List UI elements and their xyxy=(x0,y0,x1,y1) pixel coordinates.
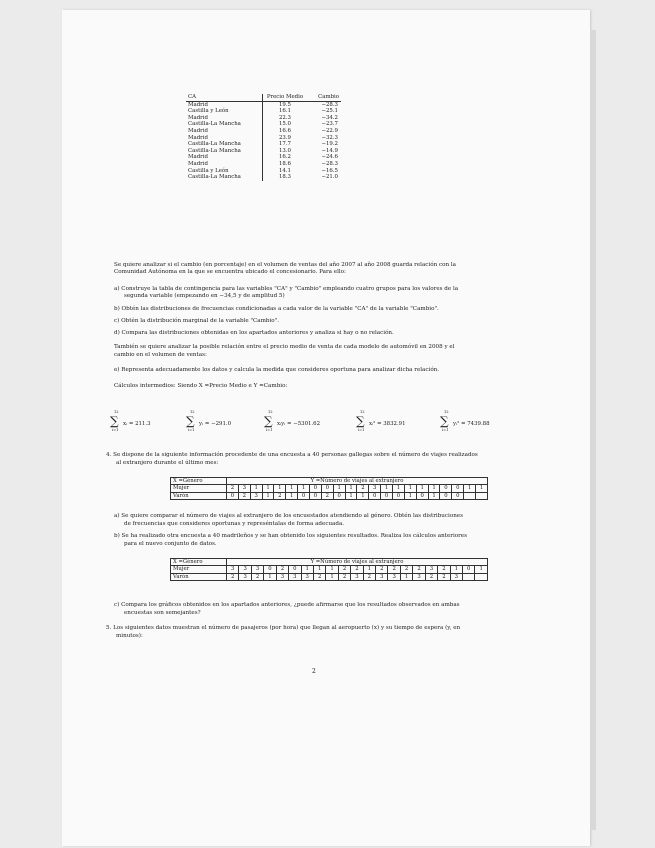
table-cell: 3 xyxy=(276,573,288,580)
cell-cambio: −16.5 xyxy=(321,167,338,174)
item-a-line-2: segunda variable (empezando en −34,5 y de amplitud 5) xyxy=(124,293,285,299)
sum-y2-expression: yᵢ² = 7439.88 xyxy=(453,421,490,427)
item-b: b) Obtén las distribuciones de frecuencias condicionadas a cada valor de la variable "CA" de la variable "Cambio". xyxy=(114,306,439,312)
table-header: Y =Número de viajes al extranjero xyxy=(227,559,488,566)
cell-ca: Madrid xyxy=(188,160,208,167)
sum-upper-limit: 12 xyxy=(360,410,365,414)
table-cell: 0 xyxy=(381,492,393,499)
table-cell: 0 xyxy=(333,492,345,499)
table-row xyxy=(186,128,341,135)
calc-label: Cálculos intermedios: Siendo X =Precio Medio e Y =Cambio: xyxy=(114,383,288,389)
cell-cambio: −32.3 xyxy=(321,134,338,141)
sum-lower-limit: i=1 xyxy=(442,428,449,432)
table-cell: 1 xyxy=(416,485,428,492)
table-cell: 2 xyxy=(438,566,450,573)
table-row xyxy=(171,573,488,580)
table-cell: 2 xyxy=(338,566,350,573)
table-row xyxy=(171,566,488,573)
table-cell: 0 xyxy=(440,485,452,492)
table-cell: 3 xyxy=(227,566,239,573)
table-cell: 0 xyxy=(310,485,322,492)
cell-ca: Madrid xyxy=(188,101,208,108)
row-label-mujer: Mujer xyxy=(171,566,227,573)
cell-ca: Castilla-La Mancha xyxy=(188,147,241,154)
item-e: e) Representa adecuadamente los datos y calcula la medida que consideres oportuna para analizar dicha relación. xyxy=(114,367,440,373)
cell-precio-medio: 16.1 xyxy=(263,108,308,115)
item-a-line-1: a) Construye la tabla de contingencia para las variables "CA" y "Cambio" empleando cuatro grupos para los valores de la xyxy=(114,286,459,292)
table-cell: 3 xyxy=(425,566,437,573)
cell-precio-medio: 22.3 xyxy=(263,115,308,122)
table-cell: 1 xyxy=(274,485,286,492)
table-cell: 2 xyxy=(227,573,239,580)
ca-table-body xyxy=(186,101,341,181)
table-cell: 3 xyxy=(239,566,251,573)
table-cell: 1 xyxy=(428,485,440,492)
sigma-symbol: ∑ xyxy=(264,414,273,428)
table-cell: 2 xyxy=(227,485,239,492)
cell-ca: Madrid xyxy=(188,154,208,161)
sum-upper-limit: 12 xyxy=(114,410,119,414)
table-cell: 0 xyxy=(393,492,405,499)
table-row xyxy=(186,154,341,161)
question-4c-line-2: encuestas son semejantes? xyxy=(124,610,201,616)
sum-lower-limit: i=1 xyxy=(112,428,119,432)
table-cell: 2 xyxy=(425,573,437,580)
cell-ca: Castilla-La Mancha xyxy=(188,174,241,181)
table-cell: 0 xyxy=(452,485,464,492)
table-cell: 1 xyxy=(262,485,274,492)
table-cell: 3 xyxy=(238,485,250,492)
table-cell: 3 xyxy=(351,573,363,580)
table-corner-label: X =Género xyxy=(171,559,227,566)
table-row xyxy=(186,135,341,142)
sum-lower-limit: i=1 xyxy=(358,428,365,432)
table-cell xyxy=(464,492,476,499)
sum-y-expression: yᵢ = −291.0 xyxy=(199,421,232,427)
table-corner-label: X =Género xyxy=(171,478,227,485)
sigma-symbol: ∑ xyxy=(356,414,365,428)
table-cell: 1 xyxy=(264,573,276,580)
table-cell: 1 xyxy=(298,485,310,492)
intro-paragraph xyxy=(114,262,554,277)
question-4a-line-1: a) Se quiere comparar el número de viajes al extranjero de los encuestados atendiendo al género. Obtén las distribuciones xyxy=(114,513,463,519)
cell-precio-medio: 16.2 xyxy=(263,154,308,161)
table-cell: 3 xyxy=(388,573,400,580)
table-cell xyxy=(475,573,488,580)
table-cell: 2 xyxy=(357,485,369,492)
table-cell: 1 xyxy=(464,485,476,492)
table-cell: 1 xyxy=(250,485,262,492)
cell-cambio: −28.3 xyxy=(321,101,338,108)
table-row xyxy=(186,161,341,168)
table-header: Y =Número de viajes al extranjero xyxy=(227,478,488,485)
question-4c-line-1: c) Compara los gráficos obtenidos en los apartados anteriores, ¿puede afirmarse que los resultados observados en ambas xyxy=(114,602,460,608)
cell-precio-medio: 17.7 xyxy=(263,141,308,148)
table-cell: 0 xyxy=(321,485,333,492)
table-cell: 0 xyxy=(440,492,452,499)
table-cell: 0 xyxy=(463,566,475,573)
table-cell: 1 xyxy=(404,485,416,492)
table-row xyxy=(171,492,488,499)
table-cell: 1 xyxy=(326,573,338,580)
cell-cambio: −19.2 xyxy=(321,141,338,148)
cell-ca: Madrid xyxy=(188,114,208,121)
sum-upper-limit: 12 xyxy=(190,410,195,414)
sigma-symbol: ∑ xyxy=(440,414,449,428)
table-cell: 3 xyxy=(251,566,263,573)
intro-line-2: Comunidad Autónoma en la que se encuentra ubicado el concesionario. Para ello: xyxy=(114,269,346,276)
table-cell: 1 xyxy=(326,566,338,573)
table-cell: 1 xyxy=(363,566,375,573)
table-cell: 0 xyxy=(227,492,239,499)
table-cell: 0 xyxy=(369,492,381,499)
cell-cambio: −23.7 xyxy=(321,121,338,128)
table-cell: 2 xyxy=(274,492,286,499)
table-row xyxy=(186,174,341,181)
cell-precio-medio: 18.3 xyxy=(263,174,308,181)
cell-cambio: −24.6 xyxy=(321,154,338,161)
sum-lower-limit: i=1 xyxy=(266,428,273,432)
question-5-line-1: 5. Los siguientes datos muestran el número de pasajeros (por hora) que llegan al aeropuerto (x) y su tiempo de espera (y, en xyxy=(106,625,461,631)
cell-precio-medio: 15.0 xyxy=(263,121,308,128)
table-cell: 1 xyxy=(428,492,440,499)
sum-upper-limit: 12 xyxy=(268,410,273,414)
sum-lower-limit: i=1 xyxy=(188,428,195,432)
table-cell: 1 xyxy=(400,573,412,580)
table-cell: 1 xyxy=(286,492,298,499)
table-cell: 0 xyxy=(298,492,310,499)
question-4-line-1: 4. Se dispone de la siguiente información procedente de una encuesta a 40 personas gallegas sobre el número de viajes realizados xyxy=(106,452,478,458)
table-cell: 1 xyxy=(450,566,462,573)
table-cell: 0 xyxy=(452,492,464,499)
table-cell: 1 xyxy=(301,566,313,573)
cell-cambio: −34.2 xyxy=(321,114,338,121)
table-cell: 1 xyxy=(345,492,357,499)
table-cell: 0 xyxy=(310,492,322,499)
cell-precio-medio: 18.6 xyxy=(263,161,308,168)
table-cell: 3 xyxy=(413,573,425,580)
table-cell: 0 xyxy=(264,566,276,573)
cell-cambio: −21.0 xyxy=(321,174,338,181)
table-row xyxy=(171,485,488,492)
row-label-varon: Varón xyxy=(171,573,227,580)
row-label-mujer: Mujer xyxy=(171,485,227,492)
header-ca: CA xyxy=(186,94,263,101)
header-cambio: Cambio xyxy=(307,94,341,101)
table-cell: 2 xyxy=(351,566,363,573)
table-cell: 1 xyxy=(393,485,405,492)
table-row xyxy=(186,108,341,115)
summations-row xyxy=(110,410,530,438)
table-cell: 1 xyxy=(345,485,357,492)
page-number: 2 xyxy=(312,668,316,675)
sum-x-expression: xᵢ = 211.3 xyxy=(123,421,151,427)
sigma-symbol: ∑ xyxy=(110,414,119,428)
table-cell: 1 xyxy=(475,566,488,573)
row-label-varon: Varón xyxy=(171,492,227,499)
table-cell: 2 xyxy=(251,573,263,580)
table-cell: 1 xyxy=(357,492,369,499)
cell-cambio: −28.3 xyxy=(321,160,338,167)
cell-ca: Castilla-La Mancha xyxy=(188,121,241,128)
table-cell: 2 xyxy=(313,573,325,580)
question-4-line-2: al extranjero durante el último mes: xyxy=(116,460,219,466)
table-cell xyxy=(463,573,475,580)
header-precio-medio: Precio Medio xyxy=(263,94,308,101)
table-cell: 2 xyxy=(413,566,425,573)
ca-data-table xyxy=(186,94,341,181)
table-row xyxy=(186,115,341,122)
also-line-1: También se quiere analizar la posible relación entre el precio medio de venta de cada modelo de automóvil en 2008 y el xyxy=(114,344,455,350)
question-4b-line-2: para el nuevo conjunto de datos. xyxy=(124,541,217,547)
table-cell: 3 xyxy=(301,573,313,580)
cell-ca: Madrid xyxy=(188,127,208,134)
sum-upper-limit: 12 xyxy=(444,410,449,414)
table-cell: 2 xyxy=(238,492,250,499)
table-cell: 3 xyxy=(239,573,251,580)
table-cell: 1 xyxy=(262,492,274,499)
cell-ca: Madrid xyxy=(188,134,208,141)
intro-line-1: Se quiere analizar si el cambio (en porcentaje) en el volumen de ventas del año 2007 al año 2008 guarda relación con la xyxy=(114,262,456,268)
item-c: c) Obtén la distribución marginal de la variable "Cambio". xyxy=(114,318,279,324)
table-cell: 3 xyxy=(250,492,262,499)
table-row xyxy=(186,168,341,175)
cell-precio-medio: 13.0 xyxy=(263,148,308,155)
table-cell: 1 xyxy=(286,485,298,492)
cell-ca: Castilla y León xyxy=(188,167,229,174)
table-cell: 1 xyxy=(313,566,325,573)
cell-cambio: −22.9 xyxy=(321,127,338,134)
table-cell: 2 xyxy=(400,566,412,573)
page-edge xyxy=(590,30,596,830)
table-row xyxy=(186,148,341,155)
table-row xyxy=(186,121,341,128)
table-cell: 3 xyxy=(289,573,301,580)
cell-precio-medio: 23.9 xyxy=(263,135,308,142)
table-cell: 2 xyxy=(363,573,375,580)
cell-ca: Castilla-La Mancha xyxy=(188,141,241,148)
survey-table-madrid xyxy=(170,558,488,581)
question-4a-line-2: de frecuencias que consideres oportunas y represéntalas de forma adecuada. xyxy=(124,521,345,527)
question-5-line-2: minutos): xyxy=(116,633,143,639)
table-cell: 1 xyxy=(381,485,393,492)
table-cell: 2 xyxy=(321,492,333,499)
table-cell: 0 xyxy=(416,492,428,499)
cell-ca: Castilla y León xyxy=(188,108,229,115)
table-cell: 2 xyxy=(438,573,450,580)
table-cell: 3 xyxy=(369,485,381,492)
table-cell xyxy=(476,492,488,499)
table-cell: 2 xyxy=(376,566,388,573)
item-d: d) Compara las distribuciones obtenidas en los apartados anteriores y analiza si hay o no relación. xyxy=(114,330,394,336)
cell-precio-medio: 16.6 xyxy=(263,128,308,135)
sigma-symbol: ∑ xyxy=(186,414,195,428)
question-4b-line-1: b) Se ha realizado otra encuesta a 40 madrileños y se han obtenido los siguientes resultados. Realiza los cálculos anteriores xyxy=(114,533,467,539)
table-cell: 1 xyxy=(404,492,416,499)
table-cell: 1 xyxy=(333,485,345,492)
also-line-2: cambio en el volumen de ventas: xyxy=(114,352,207,358)
sum-x2-expression: xᵢ² = 3832.91 xyxy=(369,421,406,427)
table-cell: 2 xyxy=(276,566,288,573)
survey-table-galicia xyxy=(170,477,488,500)
table-cell: 3 xyxy=(450,573,462,580)
cell-precio-medio: 14.1 xyxy=(263,168,308,175)
table-cell: 0 xyxy=(289,566,301,573)
cell-precio-medio: 19.5 xyxy=(263,101,308,108)
sum-xy-expression: xᵢyᵢ = −5301.62 xyxy=(277,421,321,427)
cell-cambio: −25.1 xyxy=(321,108,338,115)
table-row xyxy=(186,141,341,148)
table-cell: 2 xyxy=(388,566,400,573)
table-cell: 2 xyxy=(338,573,350,580)
cell-cambio: −14.9 xyxy=(321,147,338,154)
table-cell: 1 xyxy=(476,485,488,492)
table-cell: 3 xyxy=(376,573,388,580)
